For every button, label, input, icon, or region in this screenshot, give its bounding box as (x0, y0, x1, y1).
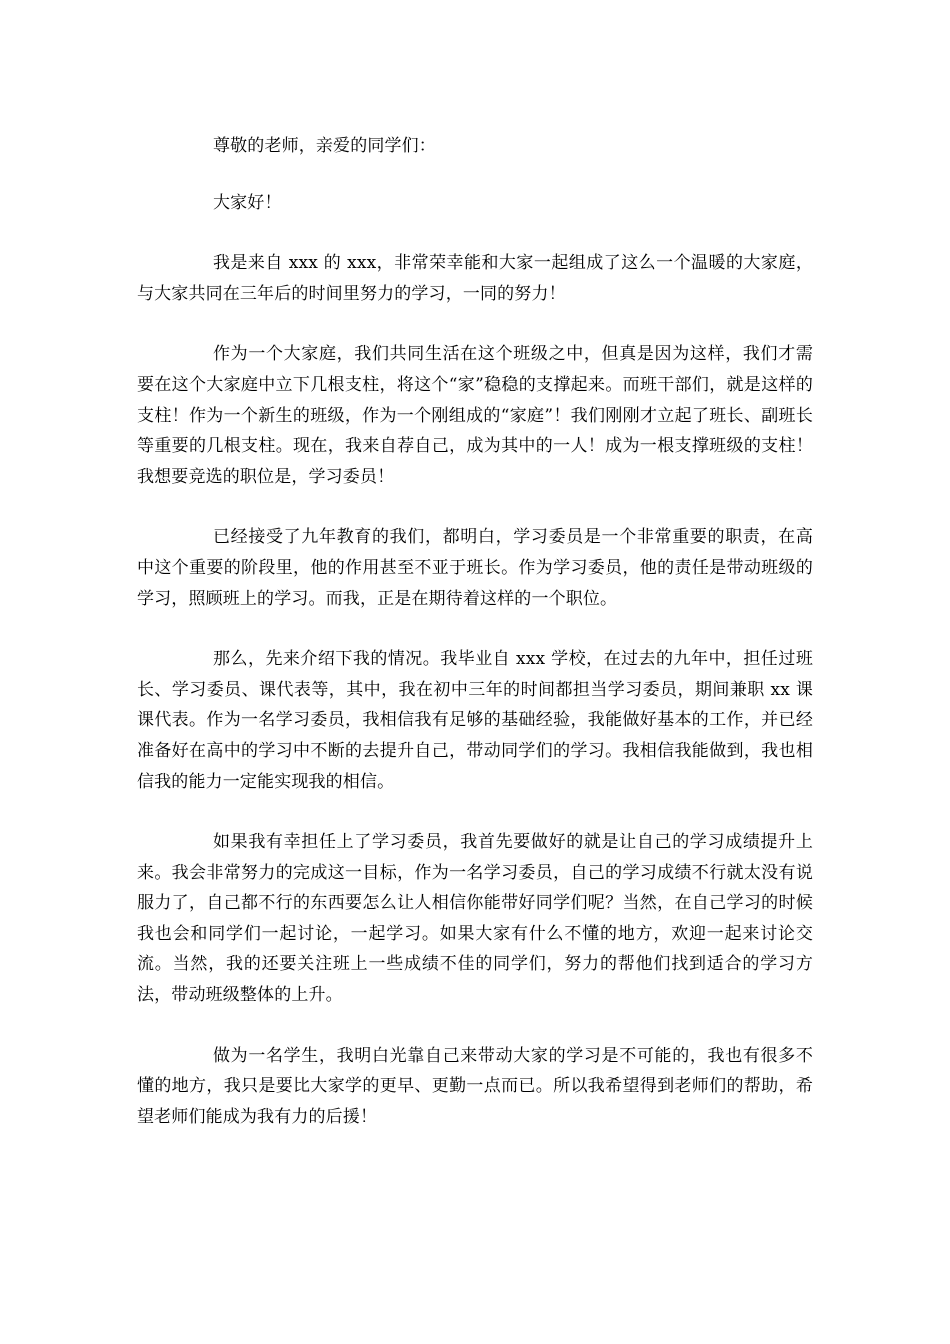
paragraph-pillars: 作为一个大家庭，我们共同生活在这个班级之中，但真是因为这样，我们才需要在这个大家庭中立下几根支柱，将这个“家”稳稳的支撑起来。而班干部们，就是这样的支柱！作为一个新生的班级，作为一个刚组成的“家庭”！我们刚刚才立起了班长、副班长等重要的几根支柱。现在，我来自荐自己，成为其中的一人！成为一根支撑班级的支柱！我想要竞选的职位是，学习委员！ (137, 344, 813, 487)
salutation: 尊敬的老师，亲爱的同学们： (213, 136, 436, 156)
paragraph-plans: 如果我有幸担任上了学习委员，我首先要做好的就是让自己的学习成绩提升上来。我会非常努力的完成这一目标，作为一名学习委员，自己的学习成绩不行就太没有说服力了，自己都不行的东西要怎么让人相信你能带好同学们呢？当然，在自己学习的时候我也会和同学们一起讨论，一起学习。如果大家有什么不懂的地方，欢迎一起来讨论交流。当然，我的还要关注班上一些成绩不佳的同学们，努力的帮他们找到适合的学习方法，带动班级整体的上升。 (137, 832, 813, 1006)
paragraph-experience: 那么，先来介绍下我的情况。我毕业自 xxx 学校，在过去的九年中，担任过班长、学习委员、课代表等，其中，我在初中三年的时间都担当学习委员，期间兼职 xx 课课代表。作为一名学习委员，我相信我有足够的基础经验，我能做好基本的工作，并已经准备好在高中的学习中不断的去提升自己，带动同学们的学习。我相信我能做到，我也相信我的能力一定能实现我的相信。 (137, 649, 813, 792)
document-page (137, 131, 813, 1162)
paragraph-introduction: 我是来自 xxx 的 xxx，非常荣幸能和大家一起组成了这么一个温暖的大家庭，与大家共同在三年后的时间里努力的学习，一同的努力！ (137, 253, 813, 304)
paragraph-role-importance: 已经接受了九年教育的我们，都明白，学习委员是一个非常重要的职责，在高中这个重要的阶段里，他的作用甚至不亚于班长。作为学习委员，他的责任是带动班级的学习，照顾班上的学习。而我，正是在期待着这样的一个职位。 (137, 527, 813, 609)
greeting: 大家好！ (213, 192, 282, 213)
paragraph-closing: 做为一名学生，我明白光靠自己来带动大家的学习是不可能的，我也有很多不懂的地方，我只是要比大家学的更早、更勤一点而已。所以我希望得到老师们的帮助，希望老师们能成为我有力的后援！ (137, 1045, 813, 1127)
